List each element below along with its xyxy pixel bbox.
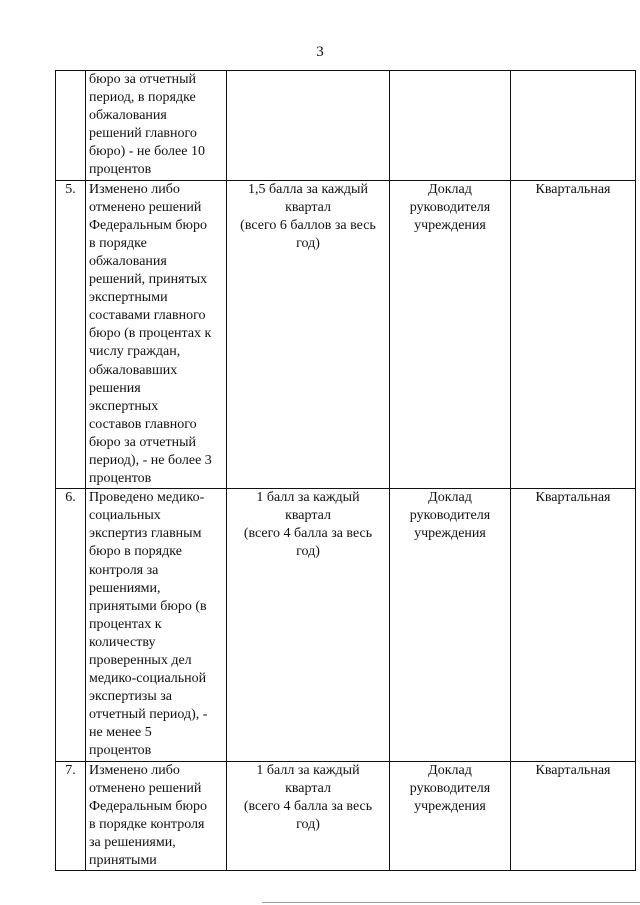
indicator-line: экспертиз главным <box>89 526 202 542</box>
indicator-line: решения <box>89 380 141 396</box>
points-line: год) <box>296 816 320 832</box>
indicator-line: принятыми <box>89 853 157 869</box>
points-line: (всего 4 балла за весь <box>243 526 373 542</box>
indicator-cell <box>86 489 227 761</box>
indicator-line: отменено решений <box>89 199 202 215</box>
source-line: Доклад <box>428 181 472 197</box>
source-cell <box>390 761 511 871</box>
table-row <box>56 489 636 761</box>
indicator-line: числу граждан, <box>89 344 181 360</box>
indicator-cell <box>86 71 227 181</box>
indicator-line: обжаловавших <box>89 362 178 378</box>
row-number: 5. <box>56 180 86 489</box>
periodicity-cell: Квартальная <box>511 761 636 871</box>
periodicity-cell: Квартальная <box>511 489 636 761</box>
indicator-line: экспертизы за <box>89 689 172 705</box>
periodicity-cell: Квартальная <box>511 180 636 489</box>
indicator-line: процентов <box>89 743 152 759</box>
indicator-line: экспертных <box>89 398 159 414</box>
points-line: квартал <box>285 199 331 215</box>
indicator-line: бюро) - не более 10 <box>89 144 205 160</box>
indicator-line: в порядке контроля <box>89 816 205 832</box>
indicator-line: Проведено медико- <box>89 490 205 506</box>
source-line: учреждения <box>414 798 486 814</box>
points-cell <box>227 489 390 761</box>
indicator-line: обжалования <box>89 253 167 269</box>
indicator-line: отчетный период), - <box>89 707 208 723</box>
periodicity-cell <box>511 71 636 181</box>
indicator-line: составами главного <box>89 308 206 324</box>
table-row <box>56 761 636 871</box>
source-cell <box>390 180 511 489</box>
points-cell <box>227 71 390 181</box>
points-cell <box>227 180 390 489</box>
indicator-cell <box>86 180 227 489</box>
indicator-line: решений, принятых <box>89 272 208 288</box>
indicator-line: Федеральным бюро <box>89 798 207 814</box>
indicator-cell <box>86 761 227 871</box>
page-number: 3 <box>316 44 324 60</box>
source-line: руководителя <box>409 780 491 796</box>
indicator-line: не менее 5 <box>89 725 152 741</box>
table-row <box>56 180 636 489</box>
source-line: руководителя <box>409 199 491 215</box>
indicator-line: Изменено либо <box>89 762 180 778</box>
points-line: 1 балл за каждый <box>256 762 360 778</box>
indicator-line: за решениями, <box>89 834 176 850</box>
indicator-line: экспертными <box>89 290 168 306</box>
indicator-line: принятыми бюро (в <box>89 598 207 614</box>
indicator-line: процентов <box>89 471 152 487</box>
indicator-line: проверенных дел <box>89 653 192 668</box>
indicator-line: обжалования <box>89 108 167 124</box>
source-line: руководителя <box>409 508 491 524</box>
indicator-line: бюро в порядке <box>89 544 182 560</box>
page-bottom-rule <box>262 902 640 903</box>
criteria-table <box>55 70 636 871</box>
points-line: год) <box>296 544 320 560</box>
indicator-line: процентов <box>89 162 152 178</box>
indicator-line: отменено решений <box>89 780 202 796</box>
indicator-line: бюро за отчетный <box>89 434 197 450</box>
source-cell <box>390 71 511 181</box>
indicator-line: социальных <box>89 508 161 524</box>
indicator-line: решениями, <box>89 580 161 596</box>
table-row <box>56 71 636 181</box>
points-line: год) <box>296 235 320 251</box>
indicator-line: период), - не более 3 <box>89 452 212 468</box>
row-number: 6. <box>56 489 86 761</box>
indicator-line: Федеральным бюро <box>89 217 207 233</box>
row-number <box>56 71 86 181</box>
indicator-line: в порядке <box>89 235 147 251</box>
source-line: Доклад <box>428 762 472 778</box>
source-line: Доклад <box>428 490 472 506</box>
indicator-line: медико-социальной <box>89 671 207 687</box>
indicator-line: процентах к <box>89 616 162 632</box>
indicator-line: бюро (в процентах к <box>89 326 212 342</box>
points-cell <box>227 761 390 871</box>
source-line: учреждения <box>414 217 486 233</box>
indicator-line: количеству <box>89 634 156 650</box>
indicator-line: составов главного <box>89 416 197 432</box>
points-line: 1,5 балла за каждый <box>248 181 368 197</box>
indicator-line: бюро за отчетный <box>89 72 197 87</box>
indicator-line: период, в порядке <box>89 90 196 106</box>
points-line: квартал <box>285 780 331 796</box>
indicator-line: решений главного <box>89 126 197 142</box>
indicator-line: контроля за <box>89 562 159 578</box>
source-cell <box>390 489 511 761</box>
points-line: квартал <box>285 508 331 524</box>
row-number: 7. <box>56 761 86 871</box>
points-line: 1 балл за каждый <box>256 490 360 506</box>
points-line: (всего 4 балла за весь <box>243 798 373 814</box>
source-line: учреждения <box>414 526 486 542</box>
points-line: (всего 6 баллов за весь <box>240 217 376 233</box>
indicator-line: Изменено либо <box>89 181 180 197</box>
